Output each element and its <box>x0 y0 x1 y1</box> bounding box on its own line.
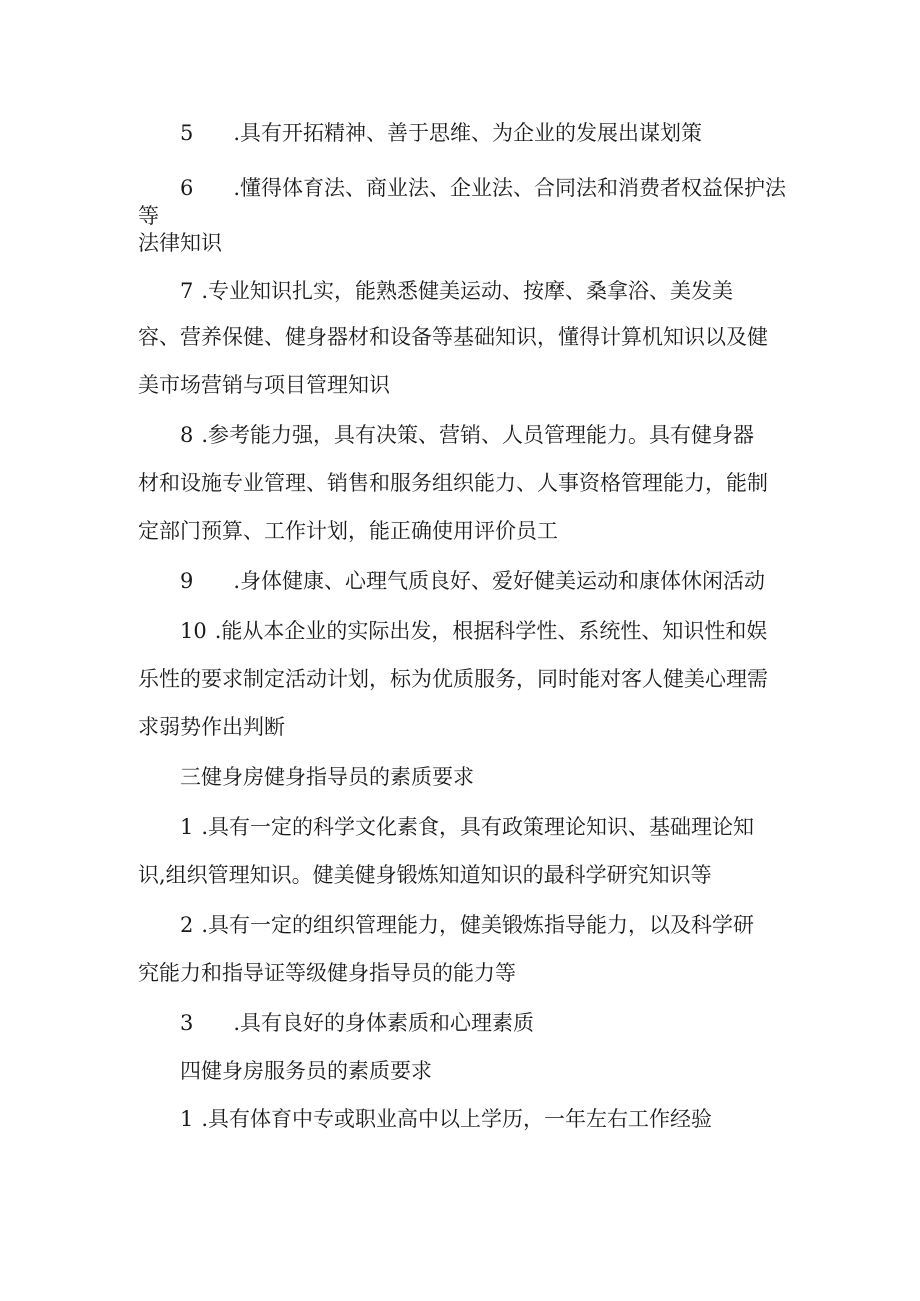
section-heading: 三健身房健身指导员的素质要求 <box>180 765 474 789</box>
instructor-item-1 <box>180 814 754 840</box>
item-number: 2 <box>180 913 194 937</box>
item-8 <box>180 422 754 448</box>
item-number: 6 <box>180 176 194 200</box>
section-heading: 四健身房服务员的素质要求 <box>180 1059 432 1083</box>
item-text: 材和设施专业管理、销售和服务组织能力、人事资格管理能力，能制 <box>138 471 768 495</box>
item-text: .具有一定的组织管理能力，健美锻炼指导能力，以及科学研 <box>201 913 755 937</box>
item-number: 1 <box>180 815 194 839</box>
item-7 <box>180 278 733 304</box>
item-10-continuation <box>138 666 768 692</box>
item-text: 乐性的要求制定活动计划，标为优质服务，同时能对客人健美心理需 <box>138 667 768 691</box>
item-6-continuation <box>138 230 222 256</box>
item-text: 容、营养保健、健身器材和设备等基础知识，懂得计算机知识以及健 <box>138 325 768 349</box>
item-text: .懂得体育法、商业法、企业法、合同法和消费者权益保护法 <box>233 176 787 200</box>
item-number: 7 <box>180 279 194 303</box>
item-number: 3 <box>180 1011 194 1035</box>
item-10-continuation <box>138 714 285 740</box>
item-number: 10 <box>180 619 207 643</box>
item-6-wrap <box>138 203 159 229</box>
item-text: .具有良好的身体素质和心理素质 <box>233 1011 535 1035</box>
attendant-item-1 <box>180 1106 712 1132</box>
item-text: .身体健康、心理气质良好、爱好健美运动和康体休闲活动 <box>233 569 766 593</box>
instructor-item-2 <box>180 912 754 938</box>
item-5 <box>180 120 702 146</box>
instructor-item-1-continuation <box>138 862 712 888</box>
item-text: 定部门预算、工作计划，能正确使用评价员工 <box>138 519 558 543</box>
item-text: .具有开拓精神、善于思维、为企业的发展出谋划策 <box>233 121 703 145</box>
item-8-continuation <box>138 470 768 496</box>
item-text: 美市场营销与项目管理知识 <box>138 373 390 397</box>
item-text: 法律知识 <box>138 231 222 255</box>
item-text: 识,组织管理知识。健美健身锻炼知道知识的最科学研究知识等 <box>138 863 712 887</box>
item-number: 1 <box>180 1107 194 1131</box>
item-6 <box>180 175 786 201</box>
item-text: .专业知识扎实，能熟悉健美运动、按摩、桑拿浴、美发美 <box>201 279 734 303</box>
instructor-item-2-continuation <box>138 960 516 986</box>
item-number: 8 <box>180 423 194 447</box>
item-text: .能从本企业的实际出发，根据科学性、系统性、知识性和娱 <box>214 619 768 643</box>
item-8-continuation <box>138 518 558 544</box>
item-text: 求弱势作出判断 <box>138 715 285 739</box>
item-text: .具有体育中专或职业高中以上学历，一年左右工作经验 <box>201 1107 713 1131</box>
item-text: 究能力和指导证等级健身指导员的能力等 <box>138 961 516 985</box>
instructor-item-3 <box>180 1010 534 1036</box>
item-text: .具有一定的科学文化素食，具有政策理论知识、基础理论知 <box>201 815 755 839</box>
section-heading-attendant <box>180 1058 432 1084</box>
item-9 <box>180 568 765 594</box>
item-text: 等 <box>138 204 159 228</box>
section-heading-instructor <box>180 764 474 790</box>
item-number: 9 <box>180 569 194 593</box>
item-7-continuation <box>138 372 390 398</box>
item-7-continuation <box>138 324 768 350</box>
item-10 <box>180 618 767 644</box>
item-text: .参考能力强，具有决策、营销、人员管理能力。具有健身器 <box>201 423 755 447</box>
item-number: 5 <box>180 121 194 145</box>
